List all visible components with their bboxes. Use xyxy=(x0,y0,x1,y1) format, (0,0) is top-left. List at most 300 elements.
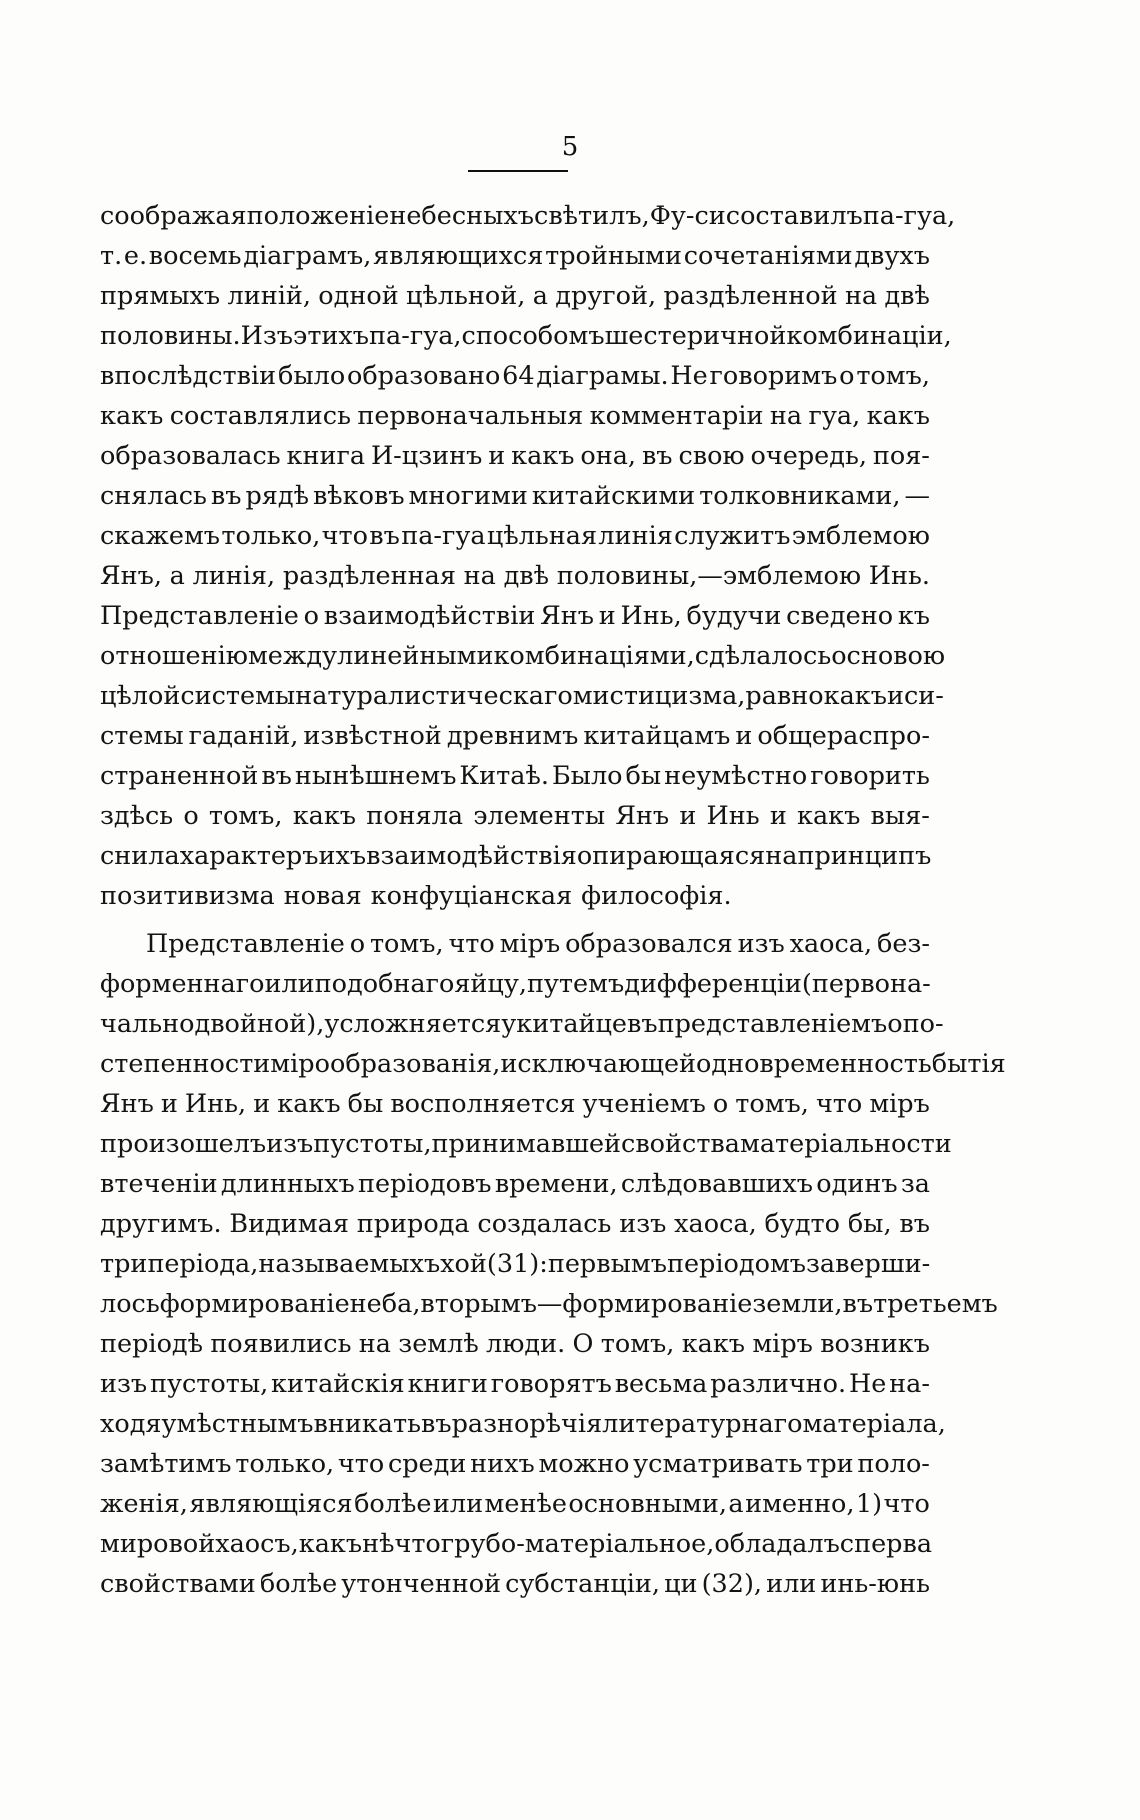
word: а xyxy=(532,281,548,311)
word: замѣтимъ xyxy=(100,1449,232,1479)
word: какъ xyxy=(866,401,930,431)
text-line xyxy=(100,396,930,436)
word: одновременность xyxy=(696,1049,932,1079)
word: чально xyxy=(100,1009,195,1039)
word: этихъ xyxy=(293,321,370,351)
word: китайцевъ xyxy=(516,1009,658,1039)
text-line xyxy=(100,356,930,396)
word: міръ xyxy=(752,1329,813,1359)
word: натуралистическаго xyxy=(295,681,573,711)
word: природа xyxy=(356,1209,470,1239)
word: образовано xyxy=(346,361,501,391)
word: изъ xyxy=(100,1369,148,1399)
text-line xyxy=(100,596,930,636)
word: или xyxy=(432,1489,484,1519)
word: принимавшей xyxy=(431,1129,622,1159)
text-line xyxy=(100,1284,998,1324)
text-line xyxy=(100,1164,930,1204)
word: было xyxy=(277,361,346,391)
word: двѣ xyxy=(884,281,930,311)
word: формированіе xyxy=(159,1289,350,1319)
word: свою xyxy=(678,441,745,471)
word: томъ, xyxy=(600,1329,675,1359)
word: втеченіи xyxy=(100,1169,218,1199)
word: Янъ xyxy=(615,801,670,831)
word: равно xyxy=(745,681,824,711)
word: опирающаяся xyxy=(576,841,766,871)
text-line xyxy=(100,276,930,316)
word: характеръ xyxy=(179,841,319,871)
word: сдѣлалось xyxy=(694,641,832,671)
word: только, xyxy=(221,521,321,551)
word: люди. xyxy=(486,1329,566,1359)
text-line xyxy=(100,636,946,676)
word: книга xyxy=(286,441,366,471)
text-line xyxy=(100,196,956,236)
word: діаграмъ, xyxy=(243,241,372,271)
word: о xyxy=(887,1009,903,1039)
word: какъ xyxy=(511,441,575,471)
word: е. xyxy=(123,241,148,271)
word: что xyxy=(448,929,495,959)
word: пустоты, xyxy=(149,1369,269,1399)
word: Представленіе xyxy=(146,929,345,959)
word: восемь xyxy=(148,241,242,271)
word: китайскія xyxy=(271,1369,405,1399)
word: пустоты, xyxy=(313,1129,432,1159)
word: (первона- xyxy=(801,969,931,999)
word: Представленіе xyxy=(100,601,299,631)
word: свѣтилъ, xyxy=(534,201,650,231)
word: неумѣстно xyxy=(664,761,808,791)
word: образовался xyxy=(565,929,733,959)
word: комментаріи xyxy=(589,401,764,431)
word: стемы xyxy=(100,721,184,751)
word: снила xyxy=(100,841,180,871)
word: субстанціи, xyxy=(505,1569,661,1599)
word: а xyxy=(728,1489,744,1519)
word: бы xyxy=(347,1089,384,1119)
word: Инь, xyxy=(620,601,682,631)
text-line xyxy=(100,1444,930,1484)
word: свойствами xyxy=(100,1569,256,1599)
word: небесныхъ xyxy=(389,201,535,231)
word: періодомъ xyxy=(666,1249,806,1279)
word: без- xyxy=(877,929,930,959)
word: толковниками, xyxy=(699,481,901,511)
word: въ xyxy=(420,1409,452,1439)
word: си- xyxy=(903,681,944,711)
word: что xyxy=(883,1489,930,1519)
word: раздѣленной xyxy=(663,281,838,311)
word: утонченной xyxy=(341,1569,502,1599)
word: двойной), xyxy=(194,1009,325,1039)
word: половины. xyxy=(100,321,241,351)
word: какъ xyxy=(823,681,887,711)
word: различно. xyxy=(710,1369,847,1399)
word: на xyxy=(358,1329,391,1359)
word: на xyxy=(769,401,803,431)
word: усложняется xyxy=(324,1009,502,1039)
word: на- xyxy=(889,1369,930,1399)
word: ихъ xyxy=(318,841,367,871)
word: какъ xyxy=(298,1529,363,1559)
word: скажемъ xyxy=(100,521,221,551)
word: бы xyxy=(625,761,662,791)
word: и xyxy=(488,441,506,471)
word: и xyxy=(735,721,753,751)
text-line xyxy=(100,1524,933,1564)
word: взаимодѣйствія xyxy=(366,841,577,871)
page-number-rule xyxy=(468,170,568,172)
word: за xyxy=(900,1169,930,1199)
word: и xyxy=(886,681,904,711)
body-text xyxy=(100,196,1006,1604)
word: Не xyxy=(848,1369,887,1399)
word: женія, xyxy=(100,1489,188,1519)
word: земли, xyxy=(752,1289,843,1319)
word: будто xyxy=(764,1209,841,1239)
word: двѣ xyxy=(503,561,549,591)
word: и xyxy=(598,601,616,631)
word: мировой xyxy=(100,1529,216,1559)
word: тройными xyxy=(545,241,683,271)
word: Видимая xyxy=(229,1209,349,1239)
word: она, xyxy=(580,441,637,471)
word: философія. xyxy=(581,881,732,911)
word: поло- xyxy=(857,1449,930,1479)
word: умѣстнымъ xyxy=(161,1409,314,1439)
text-line xyxy=(100,316,952,356)
word: взаимодѣйствіи xyxy=(323,601,536,631)
word: линія xyxy=(598,521,673,551)
word: томъ, xyxy=(856,361,930,391)
text-line xyxy=(100,1364,930,1404)
word: принципъ xyxy=(797,841,932,871)
word: представленіемъ xyxy=(657,1009,888,1039)
word: позитивизма xyxy=(100,881,275,911)
word: первымъ xyxy=(547,1249,667,1279)
word: въ xyxy=(641,441,673,471)
word: у xyxy=(501,1009,517,1039)
text-line xyxy=(100,1204,930,1244)
word: нѣчто xyxy=(362,1529,441,1559)
word: въ xyxy=(210,481,242,511)
text-line xyxy=(100,1324,930,1364)
word: Изъ xyxy=(240,321,294,351)
word: вторымъ—формированіе xyxy=(420,1289,753,1319)
word: разнорѣчія xyxy=(451,1409,603,1439)
word: къ xyxy=(897,601,930,631)
word: слѣдовавшихъ xyxy=(620,1169,814,1199)
word: періода, xyxy=(147,1249,259,1279)
word: па-гуа, xyxy=(862,201,956,231)
word: какъ xyxy=(277,1089,341,1119)
word: па-гуа, xyxy=(369,321,462,351)
word: Янъ, xyxy=(100,561,162,591)
word: рядѣ xyxy=(245,481,309,511)
word: первоначальныя xyxy=(357,401,584,431)
word: что xyxy=(815,1089,863,1119)
word: прямыхъ xyxy=(100,281,221,311)
word: составилъ xyxy=(725,201,863,231)
word: о xyxy=(183,801,199,831)
word: матеріала, xyxy=(802,1409,946,1439)
word: сочетаніями xyxy=(683,241,853,271)
text-line xyxy=(100,556,930,596)
text-line xyxy=(100,516,930,556)
word: въ xyxy=(842,1289,874,1319)
page-number: 5 xyxy=(561,132,579,162)
word: въ xyxy=(899,1209,930,1239)
word: новая xyxy=(283,881,362,911)
word: нынѣшнемъ xyxy=(294,761,457,791)
word: степенности xyxy=(100,1049,271,1079)
word: третьемъ xyxy=(873,1289,998,1319)
word: какъ xyxy=(797,801,861,831)
word: 1) xyxy=(855,1489,883,1519)
word: страненной xyxy=(100,761,259,791)
word: многими xyxy=(408,481,528,511)
word: являющіяся xyxy=(189,1489,353,1519)
text-line xyxy=(100,836,930,876)
word: цѣлой xyxy=(100,681,181,711)
word: линейными xyxy=(337,641,494,671)
word: обладалъ xyxy=(714,1529,840,1559)
word: лось xyxy=(100,1289,160,1319)
word: говорить xyxy=(810,761,930,791)
word: о xyxy=(712,1089,729,1119)
word: говорятъ xyxy=(490,1369,612,1399)
word: о xyxy=(839,361,855,391)
word: вникать xyxy=(313,1409,421,1439)
word: сведено xyxy=(786,601,894,631)
word: длинныхъ xyxy=(220,1169,355,1199)
paragraph-1 xyxy=(100,196,956,916)
word: общераспро- xyxy=(757,721,930,751)
word: Было xyxy=(551,761,623,791)
word: восполняется xyxy=(390,1089,576,1119)
word: о xyxy=(349,929,366,959)
word: въ xyxy=(261,761,292,791)
text-line xyxy=(100,1244,930,1284)
word: какъ xyxy=(100,401,164,431)
word: цѣльная xyxy=(486,521,598,551)
text-line xyxy=(100,1484,930,1524)
word: и xyxy=(769,801,787,831)
word: грубо-матеріальное, xyxy=(440,1529,715,1559)
text-line xyxy=(100,476,930,516)
word: эмблемою xyxy=(791,521,930,551)
word: т. xyxy=(100,241,123,271)
text-line xyxy=(100,1084,930,1124)
word: Китаѣ. xyxy=(459,761,549,791)
text-line xyxy=(100,1124,952,1164)
text-line xyxy=(100,1004,944,1044)
text-line xyxy=(100,796,930,836)
word: что xyxy=(321,521,368,551)
word: Янъ xyxy=(100,1089,154,1119)
word: свойства xyxy=(621,1129,740,1159)
word: другой, xyxy=(555,281,657,311)
word: какъ xyxy=(292,801,357,831)
word: соображая xyxy=(100,201,247,231)
word: томъ, xyxy=(369,929,444,959)
word: Не xyxy=(670,361,708,391)
word: Янъ xyxy=(540,601,594,631)
word: матеріальности xyxy=(739,1129,952,1159)
word: между xyxy=(247,641,338,671)
word: книги xyxy=(407,1369,488,1399)
word: заверши- xyxy=(806,1249,931,1279)
word: линій, xyxy=(227,281,311,311)
word: одинъ xyxy=(816,1169,898,1199)
word: изъ xyxy=(737,929,785,959)
word: болѣе xyxy=(259,1569,338,1599)
word: возникъ xyxy=(820,1329,930,1359)
word: сперва xyxy=(839,1529,933,1559)
word: хаосъ, xyxy=(215,1529,299,1559)
word: гуа, xyxy=(808,401,861,431)
word: литературнаго xyxy=(602,1409,803,1439)
word: одной xyxy=(318,281,399,311)
word: именно, xyxy=(745,1489,855,1519)
word: и xyxy=(160,1089,178,1119)
word: нихъ xyxy=(470,1449,535,1479)
word: хой xyxy=(440,1249,487,1279)
word: комбинаціями, xyxy=(493,641,695,671)
word: отношенію xyxy=(100,641,248,671)
word: поя- xyxy=(872,441,930,471)
word: являющихся xyxy=(373,241,544,271)
word: древнимъ xyxy=(446,721,579,751)
word: Инь. xyxy=(868,561,930,591)
word: — xyxy=(904,481,930,511)
word: изъ xyxy=(266,1129,314,1159)
text-line xyxy=(100,1564,930,1604)
text-line xyxy=(100,436,930,476)
word: составлялись xyxy=(169,401,351,431)
word: И-цзинъ xyxy=(370,441,483,471)
word: Инь, xyxy=(184,1089,247,1119)
word: вѣковъ xyxy=(312,481,405,511)
word: на xyxy=(844,281,878,311)
word: усматривать xyxy=(633,1449,803,1479)
word: 64 xyxy=(502,361,535,391)
word: гаданій, xyxy=(188,721,299,751)
word: па-гуа xyxy=(401,521,486,551)
text-line xyxy=(100,1044,1006,1084)
word: образовалась xyxy=(100,441,281,471)
word: томъ, xyxy=(208,801,283,831)
word: (31): xyxy=(486,1249,548,1279)
word: появились xyxy=(210,1329,352,1359)
word: въ xyxy=(369,521,400,551)
word: выя- xyxy=(870,801,930,831)
word: извѣстной xyxy=(303,721,442,751)
word: другимъ. xyxy=(100,1209,222,1239)
word: и xyxy=(253,1089,271,1119)
word: періодѣ xyxy=(100,1329,203,1359)
text-line xyxy=(100,964,930,1004)
word: конфуціанская xyxy=(370,881,573,911)
word: времени, xyxy=(494,1169,618,1199)
word: яйцу, xyxy=(454,969,527,999)
word: діаграмы. xyxy=(536,361,669,391)
word: цѣльной, xyxy=(406,281,526,311)
text-line xyxy=(100,876,930,916)
paragraph-2 xyxy=(100,924,1006,1604)
word: менѣе xyxy=(484,1489,567,1519)
word: о xyxy=(303,601,319,631)
word: будучи xyxy=(686,601,782,631)
word: инь-юнь xyxy=(820,1569,930,1599)
word: основными, xyxy=(568,1489,727,1519)
word: исключающей xyxy=(500,1049,697,1079)
word: подобнаго xyxy=(314,969,455,999)
word: хаоса, xyxy=(789,929,873,959)
word: основою xyxy=(831,641,946,671)
word: мистицизма, xyxy=(572,681,746,711)
word: среди xyxy=(387,1449,467,1479)
text-line xyxy=(100,756,930,796)
word: только, xyxy=(235,1449,335,1479)
word: китайскими xyxy=(531,481,696,511)
word: О xyxy=(572,1329,594,1359)
word: форменнаго xyxy=(100,969,265,999)
word: дифференціи xyxy=(624,969,802,999)
word: землѣ xyxy=(398,1329,479,1359)
word: Фу-си xyxy=(649,201,726,231)
word: комбинаціи, xyxy=(786,321,952,351)
word: весьма xyxy=(614,1369,708,1399)
word: что xyxy=(337,1449,385,1479)
text-line xyxy=(100,716,930,756)
word: ци xyxy=(664,1569,698,1599)
word: міръ xyxy=(869,1089,930,1119)
word: китайцамъ xyxy=(583,721,731,751)
word: Инь xyxy=(706,801,760,831)
word: на xyxy=(463,561,496,591)
word: шестеричной xyxy=(604,321,787,351)
word: говоримъ xyxy=(709,361,838,391)
word: снялась xyxy=(100,481,207,511)
word: элементы xyxy=(473,801,606,831)
word: бытія xyxy=(931,1049,1006,1079)
word: три xyxy=(100,1249,148,1279)
word: мірообразованія, xyxy=(270,1049,501,1079)
word: здѣсь xyxy=(100,801,174,831)
word: изъ xyxy=(619,1209,667,1239)
word: ходя xyxy=(100,1409,162,1439)
word: способомъ xyxy=(461,321,605,351)
word: неба, xyxy=(349,1289,421,1319)
word: три xyxy=(806,1449,854,1479)
word: ученіемъ xyxy=(582,1089,706,1119)
text-line xyxy=(100,676,944,716)
word: міръ xyxy=(499,929,561,959)
word: и xyxy=(679,801,697,831)
word: томъ, xyxy=(735,1089,809,1119)
word: на xyxy=(765,841,798,871)
word: произошелъ xyxy=(100,1129,267,1159)
text-line xyxy=(100,236,930,276)
word: системы xyxy=(180,681,296,711)
text-line xyxy=(100,924,930,964)
word: половины,—эмблемою xyxy=(556,561,862,591)
word: путемъ xyxy=(526,969,625,999)
word: (32), xyxy=(701,1569,763,1599)
